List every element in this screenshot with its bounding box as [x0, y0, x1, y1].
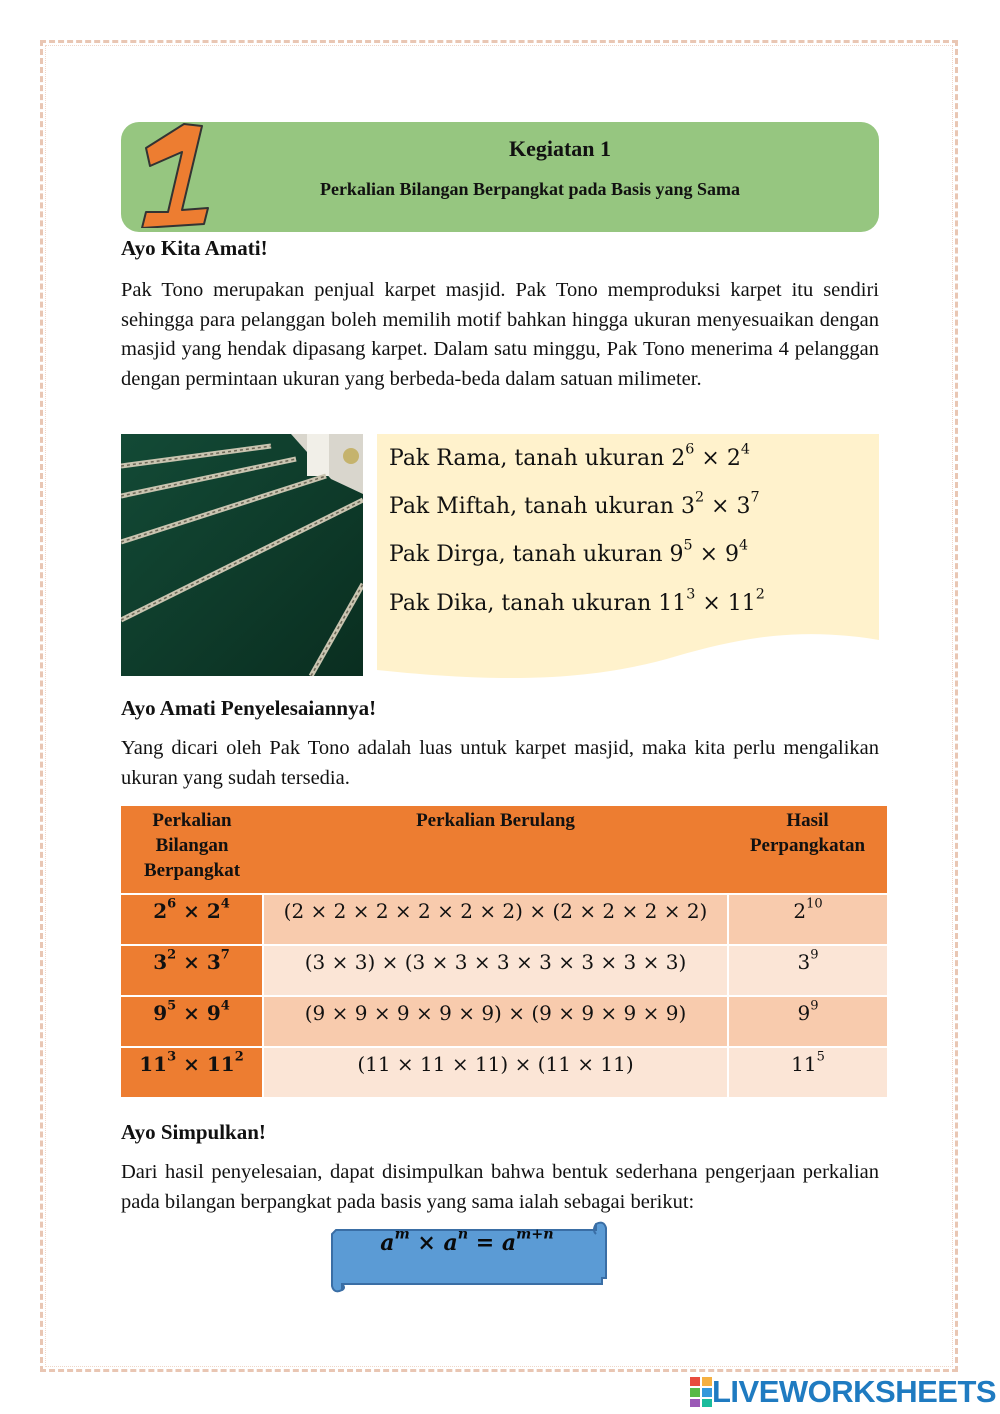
power-result: $9^9$ [728, 996, 887, 1047]
header-power-result: Hasil Perpangkatan [728, 806, 887, 894]
intro-paragraph [121, 276, 879, 394]
conclusion-text: Dari hasil penyelesaian, dapat disimpulkan bahwa bentuk sederhana pengerjaan perkalian pada bilangan berpangkat pada basis yang sama ialah sebagai berikut: [121, 1161, 879, 1213]
conclusion-heading: Ayo Simpulkan! [121, 1120, 266, 1144]
power-result: $11^5$ [728, 1047, 887, 1097]
table-header-row [121, 806, 887, 894]
mosque-carpet-photo [121, 434, 363, 676]
exponent-table [121, 806, 887, 1097]
exponent-rule-formula: $a^m \times a^n = a^{m+n}$ [380, 1226, 554, 1256]
header-repeated-multiplication: Perkalian Berulang [263, 806, 728, 894]
activity-title: Kegiatan 1 [508, 136, 612, 161]
intro-text: Pak Tono merupakan penjual karpet masjid. Pak Tono memproduksi karpet itu sendiri sehingga para pelanggan boleh memilih motif bahkan hingga ukuran menyesuaikan dengan masjid yang hendak dipasang karpet. Dalam satu minggu, Pak Tono menerima 4 pelanggan dengan permintaan ukuran yang berbeda-beda dalam satuan milimeter. [121, 279, 879, 390]
power-expression: $2^6 \times 2^4$ [121, 894, 263, 945]
power-expression: $11^3 \times 11^2$ [121, 1047, 263, 1097]
power-expression: $9^5 \times 9^4$ [121, 996, 263, 1047]
repeated-expression: (2 × 2 × 2 × 2 × 2 × 2) × (2 × 2 × 2 × 2) [263, 894, 728, 945]
repeated-expression: (3 × 3) × (3 × 3 × 3 × 3 × 3 × 3 × 3) [263, 945, 728, 996]
liveworksheets-logo-text: LIVEWORKSHEETS [712, 1374, 997, 1409]
customer-miftah: Pak Miftah, tanah ukuran $3^2 \times 3^7$ [389, 489, 760, 519]
liveworksheets-logo-icon [690, 1377, 712, 1407]
power-result: $3^9$ [728, 945, 887, 996]
power-result: $2^{10}$ [728, 894, 887, 945]
customer-dika: Pak Dika, tanah ukuran $11^3 \times 11^2$ [389, 586, 765, 616]
repeated-expression: (11 × 11 × 11) × (11 × 11) [263, 1047, 728, 1097]
table-row [121, 1047, 887, 1097]
conclusion-paragraph [121, 1158, 879, 1217]
power-expression: $3^2 \times 3^7$ [121, 945, 263, 996]
table-row [121, 945, 887, 996]
customer-rama: Pak Rama, tanah ukuran $2^6 \times 2^4$ [389, 441, 750, 471]
observe-heading: Ayo Kita Amati! [121, 236, 268, 260]
customer-dirga: Pak Dirga, tanah ukuran $9^5 \times 9^4$ [389, 537, 749, 567]
table-row [121, 894, 887, 945]
activity-subtitle: Perkalian Bilangan Berpangkat pada Basis yang Sama [319, 179, 741, 199]
solution-text: Yang dicari oleh Pak Tono adalah luas untuk karpet masjid, maka kita perlu mengalikan ukuran yang sudah tersedia. [121, 737, 879, 789]
liveworksheets-logo [690, 1374, 996, 1410]
table-row [121, 996, 887, 1047]
number-one-graphic [128, 118, 228, 228]
header-power-multiplication: Perkalian Bilangan Berpangkat [121, 806, 263, 894]
repeated-expression: (9 × 9 × 9 × 9 × 9) × (9 × 9 × 9 × 9) [263, 996, 728, 1047]
solution-paragraph [121, 734, 879, 793]
solution-heading: Ayo Amati Penyelesaiannya! [121, 696, 377, 720]
